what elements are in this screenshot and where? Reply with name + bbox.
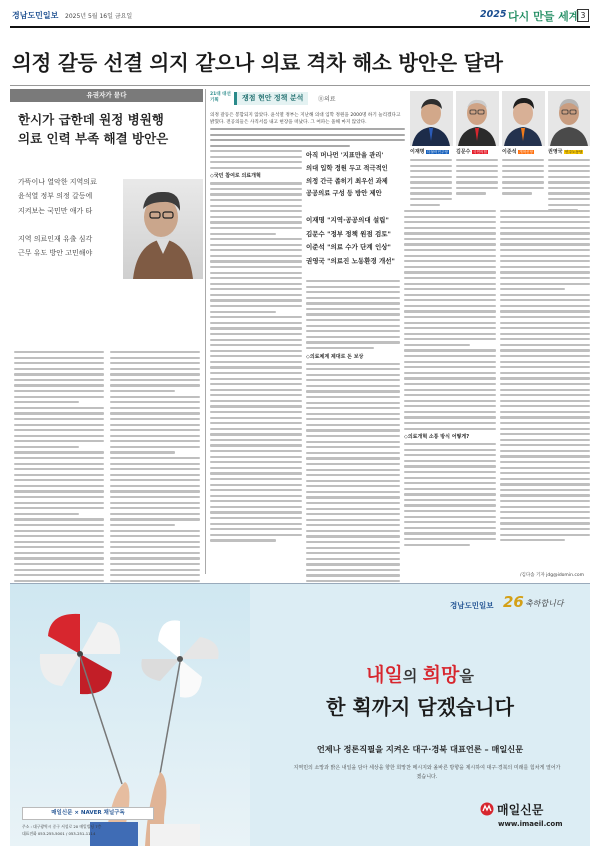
intro-line: 가뜩이나 열악한 지역의료 xyxy=(18,178,97,186)
intro-line: 윤석열 정부 의정 갈등에 xyxy=(18,192,93,201)
candidates-panel xyxy=(410,91,590,203)
ad-slogan-line-1 xyxy=(255,660,585,687)
series-number: ⑪의료 xyxy=(318,96,336,103)
article-title-line-2: 의료 인력 부족 해결 방안은 xyxy=(18,131,169,146)
ad-logo xyxy=(480,800,580,818)
header-rule xyxy=(10,26,590,28)
quote-intro-line: 의대 입학 정원 두고 적극적인 xyxy=(306,164,388,172)
candidate-name: 이준석 xyxy=(502,149,517,155)
subhead: ◇의료개혁 소통 방식 어떻게? xyxy=(404,434,470,441)
quote-line: 권영국 "의료진 노동환경 개선" xyxy=(306,256,395,265)
pledges-col xyxy=(456,159,498,198)
slogan-word: 의 xyxy=(402,667,423,685)
candidate-photo xyxy=(548,91,590,146)
candidate-name-tag xyxy=(456,148,500,156)
body-col-c xyxy=(404,210,496,549)
main-headline: 의정 갈등 선결 의지 같으나 의료 격차 해소 방안은 달라 xyxy=(12,51,503,75)
candidate-party: 더불어민주당 xyxy=(427,150,448,154)
candidate-name-tag xyxy=(502,148,546,156)
candidate-name: 이재명 xyxy=(410,149,425,155)
article-intro xyxy=(18,175,118,260)
advertisement xyxy=(10,583,590,846)
issue-date: 2025년 5월 16일 금요일 xyxy=(65,13,133,20)
ad-logo-text: 매일신문 xyxy=(497,803,544,817)
candidate-party: 민주노동당 xyxy=(565,150,583,154)
candidate-photo xyxy=(410,91,453,146)
intro-line: 근무 유도 방안 고민해야 xyxy=(18,249,93,258)
pledges-col xyxy=(410,159,452,209)
lead-paragraph xyxy=(210,112,405,150)
paper-name: 경남도민일보 xyxy=(12,11,59,20)
left-article xyxy=(10,89,203,584)
headline-rule xyxy=(10,85,590,86)
quote-intro-line: 아직 머나먼 '지표만을 관리' xyxy=(306,152,384,159)
subhead: ◇국민 참여로 의료개혁 xyxy=(210,173,261,180)
slogan-word: 희망 xyxy=(422,664,460,686)
pledges-col xyxy=(502,159,544,198)
intro-line: 지역 의료인재 유출 심각 xyxy=(18,234,93,243)
quote-intro xyxy=(306,150,406,201)
article-body-col-2 xyxy=(110,351,200,619)
interviewee-photo xyxy=(123,179,203,279)
policy-label-small: 21대 대선기획 xyxy=(210,92,231,103)
intro-line: 지켜보는 국민만 애가 타 xyxy=(18,206,93,215)
body-col-a xyxy=(210,150,302,545)
ad-sub-title: 언제나 정론직필을 지켜온 대구·경북 대표언론 – 매일신문 xyxy=(316,744,524,754)
subhead: ◇의료체계 제대로 돈 보상 xyxy=(306,353,364,360)
policy-label: 쟁점 현안 정책 분석 xyxy=(234,92,308,105)
ad-slogan-line-2: 한 획까지 담겠습니다 xyxy=(326,695,514,719)
policy-series-box xyxy=(210,91,405,107)
candidate-party: 개혁신당 xyxy=(519,150,533,154)
ad-description: 지역민의 소망과 밝은 내일을 담아 세상을 향한 희망찬 메시지와 올바른 방향을 제시하여 대구·경북의 미래를 힘차게 열어가겠습니다. xyxy=(293,765,561,780)
body-col-d xyxy=(500,210,590,545)
quote-line: 이준석 "의료 수가 단계 인상" xyxy=(306,243,391,251)
candidate-name: 권영국 xyxy=(548,149,563,155)
candidate-photo xyxy=(456,91,499,146)
candidate-name-tag xyxy=(548,148,592,156)
page-number: 3 xyxy=(577,9,589,22)
candidate-name: 김문수 xyxy=(456,149,471,155)
ad-address-1: 주소 : 대구광역시 중구 서성로 20 매일빌딩 7층 xyxy=(22,824,102,829)
candidate-name-tag xyxy=(410,148,454,156)
lead-text: 의정 갈등은 봉합되지 않았다. 윤석열 정부는 지난해 의대 입학 정원을 2000명 하기 늘리겠다고 밝혔다. 전공의들은 사직서를 내고 현장을 떠났다. 그 여파는 올해 마지 않았다. xyxy=(210,113,401,125)
quote-intro-line: 의정 간극 좁히기 최우선 과제 xyxy=(306,177,388,185)
candidate-quotes xyxy=(306,214,410,268)
ad-address-2: 대표전화 053-255-5001 / 053-251-1114 xyxy=(22,831,96,836)
candidate-party: 국민의힘 xyxy=(473,150,487,154)
kicker-label: 유권자가 묻다 xyxy=(10,89,203,102)
partner-logo-strip: 매일신문 × NAVER 채널구독 xyxy=(22,807,154,820)
ad-url: www.imaeil.com xyxy=(498,820,563,828)
pledges-col xyxy=(548,159,590,215)
maeil-logo-icon xyxy=(480,802,494,816)
ad-brand-text: 경남도민일보 xyxy=(450,601,494,610)
candidate-photo xyxy=(502,91,545,146)
campaign-title: 다시 만들 세계 xyxy=(508,10,580,23)
campaign-year: 2025 xyxy=(480,9,507,20)
column-divider-left xyxy=(205,89,206,574)
quote-intro-line: 공공의료 구성 등 방안 제안 xyxy=(306,190,382,198)
body-col-b xyxy=(306,280,400,608)
ad-anniversary-label: 축하합니다 xyxy=(525,599,564,608)
quote-line: 김문수 "정부 정책 원점 검토" xyxy=(306,229,391,238)
masthead-bar xyxy=(10,9,590,23)
slogan-word: 내일 xyxy=(366,664,403,686)
article-title-line-1: 한시가 급한데 원정 병원행 xyxy=(18,112,164,127)
slogan-word: 을 xyxy=(459,667,474,685)
right-byline: /김다솜 기자 jdg@idomin.com xyxy=(520,573,584,578)
ad-anniversary-number: 26 xyxy=(503,593,524,611)
quote-line: 이재명 "지역·공공의대 설립" xyxy=(306,216,389,224)
